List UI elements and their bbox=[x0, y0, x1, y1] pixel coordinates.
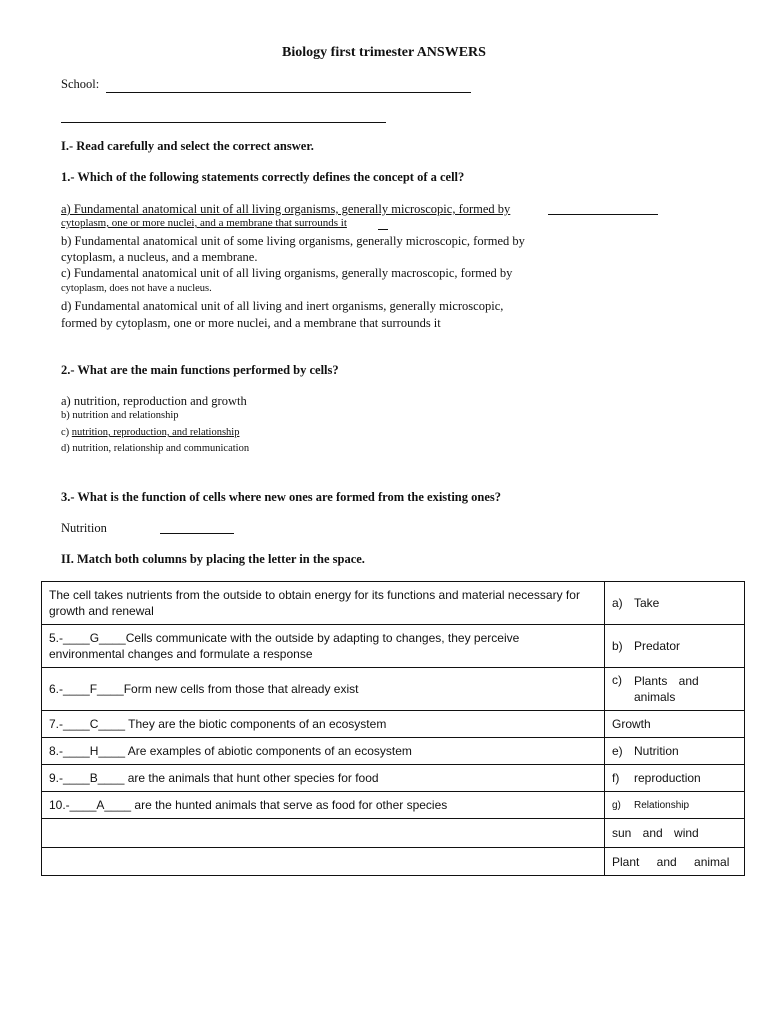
q1-option-d-line1: d) Fundamental anatomical unit of all living and inert organisms, generally microscopic, bbox=[61, 299, 504, 313]
left-cell: 7.-____C____ They are the biotic components of an ecosystem bbox=[42, 711, 605, 738]
name-input-line[interactable] bbox=[61, 122, 386, 123]
left-cell bbox=[42, 848, 605, 876]
table-row bbox=[42, 738, 745, 765]
right-cell bbox=[605, 765, 745, 792]
right-cell bbox=[605, 848, 745, 876]
right-cell bbox=[605, 668, 745, 711]
option-letter: f) bbox=[612, 771, 620, 785]
left-cell: 6.-____F____Form new cells from those that already exist bbox=[42, 668, 605, 711]
option-letter: e) bbox=[612, 744, 623, 758]
option-letter: c) bbox=[612, 673, 622, 687]
option-text: reproduction bbox=[634, 771, 701, 785]
section-1-heading: I.- Read carefully and select the correct answer. bbox=[61, 139, 314, 153]
q3-answer: Nutrition bbox=[61, 521, 107, 535]
option-text: Take bbox=[634, 596, 660, 610]
q1-option-a-underline2 bbox=[378, 229, 388, 230]
q1-option-a-text: a) Fundamental anatomical unit of all living organisms, generally microscopic, formed by bbox=[61, 202, 511, 216]
q2-option-c bbox=[61, 427, 239, 438]
option-text: Nutrition bbox=[634, 744, 679, 758]
table-row bbox=[42, 582, 745, 625]
q1-option-b-line2: cytoplasm, a nucleus, and a membrane. bbox=[61, 250, 258, 264]
option-text: Predator bbox=[634, 639, 681, 653]
table-row bbox=[42, 792, 745, 819]
q2-option-c-text: nutrition, reproduction, and relationship bbox=[71, 427, 240, 438]
table-row bbox=[42, 848, 745, 876]
option-text: Plant and animal bbox=[612, 854, 730, 869]
left-cell: 9.-____B____ are the animals that hunt other species for food bbox=[42, 765, 605, 792]
school-label: School: bbox=[61, 77, 100, 91]
table-row bbox=[42, 625, 745, 668]
left-cell: 8.-____H____ Are examples of abiotic components of an ecosystem bbox=[42, 738, 605, 765]
table-row bbox=[42, 711, 745, 738]
q1-option-a-underline bbox=[548, 214, 658, 215]
option-letter: g) bbox=[612, 799, 621, 811]
question-2: 2.- What are the main functions performed by cells? bbox=[61, 363, 339, 377]
left-cell: 10.-____A____ are the hunted animals that serve as food for other species bbox=[42, 792, 605, 819]
q1-option-a-text2: cytoplasm, one or more nuclei, and a membrane that surrounds it bbox=[61, 217, 347, 229]
table-row bbox=[42, 819, 745, 848]
section-2-heading: II. Match both columns by placing the letter in the space. bbox=[61, 552, 365, 566]
q2-option-d: d) nutrition, relationship and communication bbox=[61, 443, 250, 454]
q1-option-c-line1: c) Fundamental anatomical unit of all living organisms, generally macroscopic, formed by bbox=[61, 266, 513, 280]
q3-answer-blank[interactable] bbox=[160, 533, 234, 534]
page-title: Biology first trimester ANSWERS bbox=[282, 45, 486, 60]
school-input-line[interactable] bbox=[106, 92, 471, 93]
q1-option-a-line1 bbox=[61, 202, 510, 217]
table-row bbox=[42, 765, 745, 792]
option-letter: b) bbox=[612, 639, 623, 653]
table-row bbox=[42, 668, 745, 711]
q1-option-c-line2: cytoplasm, does not have a nucleus. bbox=[61, 283, 212, 294]
question-3: 3.- What is the function of cells where new ones are formed from the existing ones? bbox=[61, 490, 502, 504]
left-cell: The cell takes nutrients from the outside to obtain energy for its functions and material necessary for growth and renewal bbox=[42, 582, 605, 625]
right-cell bbox=[605, 625, 745, 668]
q1-option-d-line2: formed by cytoplasm, one or more nuclei, and a membrane that surrounds it bbox=[61, 316, 441, 330]
option-letter: a) bbox=[612, 596, 623, 610]
q2-option-b: b) nutrition and relationship bbox=[61, 410, 179, 421]
q1-option-b-line1: b) Fundamental anatomical unit of some living organisms, generally microscopic, formed by bbox=[61, 234, 525, 248]
q1-option-a-line2 bbox=[61, 217, 347, 229]
q2-option-c-prefix: c) bbox=[61, 427, 72, 438]
right-cell bbox=[605, 819, 745, 848]
right-cell bbox=[605, 582, 745, 625]
question-1: 1.- Which of the following statements correctly defines the concept of a cell? bbox=[61, 170, 465, 184]
option-text: Plants and animals bbox=[634, 674, 699, 704]
left-cell: 5.-____G____Cells communicate with the outside by adapting to changes, they perceive environmental changes and formulate a response bbox=[42, 625, 605, 668]
option-text: sun and wind bbox=[612, 826, 699, 840]
q2-option-a: a) nutrition, reproduction and growth bbox=[61, 394, 247, 408]
option-text: Relationship bbox=[634, 799, 690, 811]
right-cell bbox=[605, 738, 745, 765]
left-cell bbox=[42, 819, 605, 848]
matching-table bbox=[41, 581, 745, 876]
option-text: Growth bbox=[612, 717, 651, 731]
right-cell bbox=[605, 792, 745, 819]
right-cell bbox=[605, 711, 745, 738]
